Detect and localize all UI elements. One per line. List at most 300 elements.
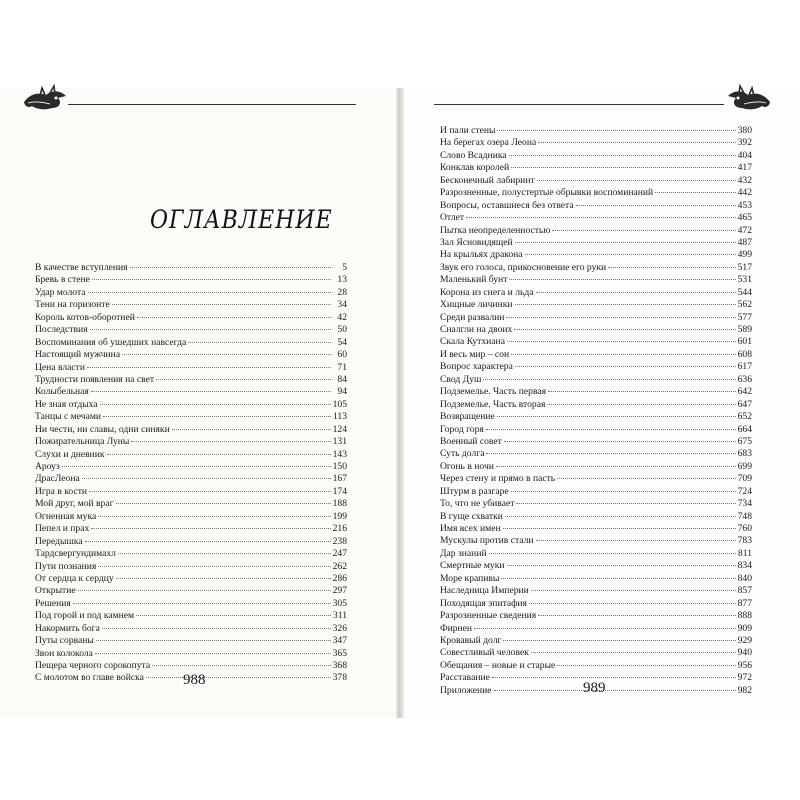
toc-entry-title: С молотом во главе войска [35, 672, 144, 684]
toc-entry [440, 237, 752, 249]
toc-entry-title: Передышка [35, 535, 83, 547]
toc-entry-title: Город горя [440, 423, 484, 435]
toc-entry [440, 647, 752, 659]
dot-leader [552, 230, 735, 231]
toc-entry-title: На крыльях дракона [440, 249, 523, 261]
toc-entry [440, 137, 752, 149]
dot-leader [501, 578, 735, 579]
toc-entry [440, 573, 752, 585]
dot-leader [507, 565, 736, 566]
toc-entry-title: Имя всех имен [440, 523, 501, 534]
toc-entry-title: Решения [35, 597, 71, 609]
toc-entry [35, 274, 347, 286]
toc-entry-title: Тени на горизонте [35, 299, 110, 311]
dot-leader [483, 379, 735, 380]
toc-entry-page: 60 [337, 349, 347, 361]
toc-entry [35, 635, 347, 647]
dot-leader [116, 578, 331, 579]
toc-list-right [440, 125, 752, 697]
toc-entry [440, 660, 752, 672]
toc-entry-page: 42 [337, 311, 347, 323]
toc-entry-title: Цена власти [35, 361, 86, 373]
toc-entry-page: 368 [332, 660, 347, 671]
toc-entry-title: Подземелье. Часть первая [440, 386, 547, 398]
toc-entry-title: Подземелье. Часть вторая [440, 398, 546, 410]
dot-leader [172, 429, 331, 430]
toc-entry-title: Фирнен [440, 622, 473, 634]
toc-entry-page: 734 [737, 498, 752, 510]
toc-entry-title: Пепел и прах [35, 523, 90, 535]
toc-entry [35, 349, 347, 361]
toc-entry-title: Ни чести, ни славы, одни синяки [35, 423, 170, 435]
toc-entry-page: 216 [332, 523, 347, 535]
dot-leader [103, 416, 331, 417]
toc-entry-page: 347 [332, 635, 347, 647]
toc-entry-page: 982 [737, 684, 752, 696]
toc-entry [440, 523, 752, 535]
toc-entry [440, 187, 752, 199]
toc-entry-title: Военный совет [440, 435, 502, 447]
toc-entry-page: 760 [737, 523, 752, 534]
toc-entry [440, 336, 752, 348]
dot-leader [100, 404, 331, 405]
toc-entry [35, 337, 347, 349]
toc-entry-page: 608 [737, 348, 752, 360]
toc-entry-page: 71 [337, 361, 347, 373]
dot-leader [511, 354, 735, 355]
toc-entry-page: 888 [737, 610, 752, 622]
dot-leader [95, 653, 331, 654]
dot-leader [152, 665, 331, 666]
toc-entry-page: 562 [737, 299, 752, 311]
toc-entry-title: Пути познания [35, 560, 97, 572]
toc-entry-title: Отлет [440, 212, 465, 224]
toc-entry-title: Разрозненные сведения [440, 610, 537, 622]
toc-entry [35, 536, 347, 548]
dot-leader [497, 416, 736, 417]
toc-entry [35, 287, 347, 299]
toc-entry-title: Ароуз [35, 461, 60, 472]
toc-entry [35, 561, 347, 573]
toc-entry-page: 647 [737, 398, 752, 410]
dot-leader [466, 217, 735, 218]
dot-leader [91, 528, 330, 529]
dot-leader [136, 615, 331, 616]
toc-entry [35, 660, 347, 672]
toc-entry-title: ДрасЛеона [35, 473, 80, 485]
toc-entry-title: Суть долга [440, 448, 485, 460]
toc-entry [440, 498, 752, 510]
toc-entry-page: 34 [337, 299, 347, 311]
dot-leader [87, 367, 331, 368]
toc-entry [440, 374, 752, 386]
toc-entry-title: Конклав королей [440, 162, 510, 174]
toc-entry [440, 610, 752, 622]
toc-entry-title: Путы сорваны [35, 635, 94, 647]
toc-entry-page: 601 [737, 336, 752, 348]
toc-entry-page: 465 [737, 212, 752, 224]
toc-entry [35, 362, 347, 374]
toc-entry [35, 374, 347, 386]
dot-leader [506, 317, 735, 318]
toc-entry [35, 623, 347, 635]
toc-entry-title: Дар знаний [440, 547, 487, 559]
toc-entry-page: 857 [737, 585, 752, 597]
toc-entry-title: Свод Душ [440, 373, 482, 385]
toc-entry-page: 972 [737, 672, 752, 684]
toc-entry-page: 305 [332, 597, 347, 609]
toc-entry [35, 523, 347, 535]
toc-entry-title: Разрозненные, полустертые обрывки воспоминаний [440, 187, 654, 199]
toc-entry-page: 286 [332, 572, 347, 584]
dot-leader [547, 404, 735, 405]
dot-leader [88, 292, 331, 293]
dot-leader [116, 503, 331, 504]
dot-leader [509, 155, 736, 156]
toc-entry [440, 150, 752, 162]
dot-leader [118, 553, 331, 554]
dot-leader [557, 478, 735, 479]
toc-entry-title: То, что не убивает [440, 498, 515, 510]
toc-entry-page: 113 [332, 411, 347, 423]
toc-entry-page: 199 [332, 510, 347, 522]
toc-entry-title: Скала Кутхиана [440, 336, 505, 348]
toc-entry-title: На берегах озера Леона [440, 137, 537, 149]
dot-leader [62, 466, 331, 467]
toc-entry [440, 461, 752, 473]
header-rule-right [434, 104, 724, 105]
toc-entry [440, 511, 752, 523]
toc-entry [440, 473, 752, 485]
toc-entry [440, 424, 752, 436]
dot-leader [146, 677, 331, 678]
toc-entry-title: Хищные личинки [440, 299, 513, 311]
toc-entry-page: 956 [737, 659, 752, 671]
toc-entry [440, 287, 752, 299]
toc-entry [35, 436, 347, 448]
toc-entry [440, 175, 752, 187]
toc-entry-page: 105 [332, 398, 347, 410]
toc-entry-page: 365 [332, 647, 347, 659]
toc-entry [440, 349, 752, 361]
toc-entry-page: 404 [737, 149, 752, 161]
toc-entry-page: 909 [737, 622, 752, 634]
toc-entry-page: 577 [737, 311, 752, 323]
toc-entry-title: От сердца к сердцу [35, 572, 114, 584]
toc-entry [35, 473, 347, 485]
toc-entry [440, 448, 752, 460]
toc-entry-title: Настоящий мужчина [35, 349, 121, 361]
toc-entry-page: 748 [737, 510, 752, 522]
toc-entry [35, 411, 347, 423]
toc-entry-page: 544 [737, 286, 752, 298]
toc-entry [440, 486, 752, 498]
dot-leader [536, 540, 736, 541]
toc-entry-title: Не зная отдыха [35, 398, 98, 410]
toc-entry-title: Под горой и под камнем [35, 610, 135, 622]
dot-leader [89, 491, 331, 492]
toc-entry-page: 143 [332, 448, 347, 460]
toc-entry [440, 560, 752, 572]
dot-leader [548, 391, 736, 392]
dot-leader [90, 329, 331, 330]
toc-entry-page: 499 [737, 249, 752, 261]
dot-leader [78, 590, 331, 591]
dot-leader [511, 491, 736, 492]
toc-entry [35, 598, 347, 610]
toc-entry-title: Смертные муки [440, 560, 505, 572]
dot-leader [496, 466, 736, 467]
toc-entry-page: 174 [332, 485, 347, 497]
toc-entry-page: 84 [337, 373, 347, 385]
toc-entry-page: 188 [332, 498, 347, 510]
toc-entry-page: 262 [332, 560, 347, 572]
dragon-head-icon [22, 84, 68, 114]
dot-leader [503, 528, 736, 529]
toc-entry-page: 487 [737, 236, 752, 248]
dot-leader [576, 205, 736, 206]
toc-entry-page: 642 [737, 386, 752, 398]
toc-entry-title: Маленький бунт [440, 274, 508, 286]
toc-entry [35, 610, 347, 622]
toc-entry [35, 424, 347, 436]
toc-entry [35, 648, 347, 660]
dot-leader [73, 603, 331, 604]
dot-leader [486, 429, 736, 430]
dot-leader [531, 590, 736, 591]
dot-leader [156, 379, 331, 380]
toc-entry [35, 461, 347, 473]
dot-leader [504, 441, 736, 442]
dot-leader [503, 640, 735, 641]
toc-entry-page: 453 [737, 199, 752, 211]
toc-entry-page: 417 [737, 162, 752, 174]
toc-entry-title: Удар молота [35, 286, 86, 298]
dot-leader [489, 553, 736, 554]
toc-entry-title: Звон колокола [35, 647, 93, 659]
toc-entry-page: 724 [737, 485, 752, 497]
toc-entry-page: 929 [737, 634, 752, 646]
dot-leader [130, 267, 331, 268]
toc-entry [440, 399, 752, 411]
toc-entry [35, 573, 347, 585]
toc-entry-title: Сналгли на двоих [440, 324, 513, 335]
toc-entry-title: Корона из снега и льда [440, 286, 534, 298]
toc-entry-page: 617 [737, 361, 752, 373]
dot-leader [608, 267, 735, 268]
toc-entry-title: Мой друг, мой враг [35, 498, 114, 510]
dot-leader [531, 652, 736, 653]
toc-entry-title: Воспоминания об ушедших навсегда [35, 336, 187, 348]
toc-entry-title: Обещания – новые и старые [440, 659, 556, 671]
dot-leader [505, 516, 736, 517]
dot-leader [98, 516, 330, 517]
dot-leader [102, 628, 331, 629]
toc-entry-page: 834 [737, 560, 752, 572]
toc-entry-page: 28 [337, 286, 347, 298]
toc-entry-title: Походящая эпитафия [440, 597, 527, 609]
dragon-head-icon [726, 84, 772, 114]
toc-entry-page: 636 [737, 373, 752, 385]
toc-entry [440, 386, 752, 398]
dot-leader [515, 304, 736, 305]
toc-entry [440, 249, 752, 261]
dot-leader [107, 454, 331, 455]
toc-entry-page: 432 [737, 174, 752, 186]
dot-leader [509, 279, 735, 280]
toc-entry [440, 324, 752, 336]
dot-leader [474, 628, 736, 629]
toc-entry [440, 535, 752, 547]
toc-entry-page: 683 [737, 448, 752, 460]
toc-entry-page: 531 [737, 274, 752, 286]
dot-leader [486, 453, 735, 454]
toc-entry-title: Пещера черного сорокопута [35, 660, 151, 671]
toc-entry [440, 585, 752, 597]
dot-leader [529, 603, 736, 604]
toc-entry-title: Звук его голоса, прикосновение его руки [440, 261, 607, 273]
toc-list-left [35, 262, 347, 685]
toc-entry [35, 386, 347, 398]
toc-entry-title: Игра в кости [35, 485, 88, 497]
toc-entry-title: Накормить бога [35, 622, 100, 634]
toc-entry-page: 94 [337, 386, 347, 398]
toc-entry-page: 675 [737, 435, 752, 447]
toc-entry [440, 598, 752, 610]
toc-entry-page: 13 [337, 274, 347, 286]
toc-entry [440, 436, 752, 448]
toc-entry-page: 50 [337, 324, 347, 336]
dot-leader [92, 279, 331, 280]
toc-entry [440, 212, 752, 224]
toc-entry-title: В качестве вступления [35, 262, 128, 273]
toc-entry-page: 297 [332, 585, 347, 597]
toc-entry-page: 378 [332, 672, 347, 684]
toc-entry-title: И пали стены [440, 125, 496, 136]
toc-entry [440, 312, 752, 324]
toc-entry [35, 486, 347, 498]
page-title: ОГЛАВЛЕНИЕ [150, 206, 333, 235]
page-number-right: 989 [583, 680, 606, 696]
toc-entry-title: Море крапивы [440, 572, 500, 584]
toc-entry [440, 411, 752, 423]
toc-entry-page: 940 [737, 647, 752, 659]
dot-leader [98, 566, 330, 567]
toc-entry [440, 162, 752, 174]
page-number-left: 988 [183, 672, 206, 688]
toc-entry-title: Трудности появления на свет [35, 373, 155, 385]
toc-entry-page: 709 [737, 473, 752, 485]
toc-entry-title: Возвращение [440, 411, 495, 423]
toc-entry-title: Открытие [35, 585, 76, 597]
toc-entry-title: Бревь в стене [35, 274, 90, 286]
dot-leader [82, 478, 331, 479]
dot-leader [497, 130, 735, 131]
toc-entry-page: 326 [332, 622, 347, 634]
dot-leader [112, 304, 331, 305]
toc-entry [440, 623, 752, 635]
toc-entry-page: 131 [332, 436, 347, 448]
toc-entry [440, 299, 752, 311]
dot-leader [137, 317, 331, 318]
toc-entry-title: Огненная мука [35, 510, 97, 522]
toc-entry-page: 247 [332, 548, 347, 560]
dot-leader [516, 503, 735, 504]
toc-entry-title: Огонь в ночи [440, 460, 494, 472]
dot-leader [538, 615, 735, 616]
dot-leader [122, 354, 331, 355]
toc-entry [35, 449, 347, 461]
toc-entry [440, 635, 752, 647]
toc-entry-page: 124 [332, 423, 347, 435]
toc-entry [35, 324, 347, 336]
toc-entry-page: 699 [737, 460, 752, 472]
dot-leader [536, 292, 736, 293]
toc-entry-page: 150 [332, 461, 347, 472]
dot-leader [537, 180, 736, 181]
toc-entry-page: 442 [737, 187, 752, 199]
toc-entry-page: 783 [737, 535, 752, 547]
toc-entry [35, 498, 347, 510]
toc-entry-page: 664 [737, 423, 752, 435]
toc-entry-title: Последствия [35, 324, 88, 336]
toc-entry [35, 399, 347, 411]
dot-leader [85, 541, 331, 542]
toc-entry [440, 125, 752, 137]
toc-entry-title: Наследница Империи [440, 585, 529, 597]
toc-entry-title: Приложение [440, 684, 492, 696]
toc-entry-title: Колыбельная [35, 386, 89, 398]
toc-entry-title: Через стену и прямо в пасть [440, 473, 556, 485]
toc-entry [440, 200, 752, 212]
dot-leader [515, 242, 736, 243]
toc-entry-page: 392 [737, 137, 752, 149]
dot-leader [515, 366, 736, 367]
toc-entry-title: В гуще схватки [440, 510, 503, 522]
toc-entry-page: 5 [342, 262, 347, 273]
header-rule-left [68, 104, 356, 105]
toc-entry-page: 380 [737, 125, 752, 136]
toc-entry-title: Тардсвергундимахл [35, 548, 116, 560]
dot-leader [557, 665, 735, 666]
dot-leader [494, 690, 736, 691]
toc-entry-page: 238 [332, 535, 347, 547]
toc-entry-title: Штурм в разгаре [440, 485, 509, 497]
toc-entry-title: Слово Всадника [440, 149, 507, 161]
dot-leader [538, 142, 735, 143]
toc-entry-page: 877 [737, 597, 752, 609]
toc-entry [35, 312, 347, 324]
dot-leader [188, 342, 331, 343]
toc-entry [35, 548, 347, 560]
toc-entry [440, 225, 752, 237]
toc-entry-page: 652 [737, 411, 752, 423]
toc-entry-page: 311 [332, 610, 347, 622]
toc-entry-title: И весь мир – сон [440, 348, 510, 360]
toc-entry-title: Танцы с мечами [35, 411, 102, 423]
toc-entry-title: Пожирательница Луны [35, 436, 130, 448]
book-spine [396, 88, 404, 718]
toc-entry-title: Слухи и дневник [35, 448, 105, 460]
toc-entry-title: Расставание [440, 672, 490, 684]
toc-entry [440, 274, 752, 286]
toc-entry-title: Вопрос характера [440, 361, 513, 373]
toc-entry-title: Вопросы, оставшиеся без ответа [440, 199, 574, 211]
toc-entry-title: Мускулы против стали [440, 535, 534, 547]
toc-entry-title: Кровавый долг [440, 634, 502, 646]
toc-entry [35, 511, 347, 523]
toc-entry-title: Король котов-оборотней [35, 311, 135, 323]
